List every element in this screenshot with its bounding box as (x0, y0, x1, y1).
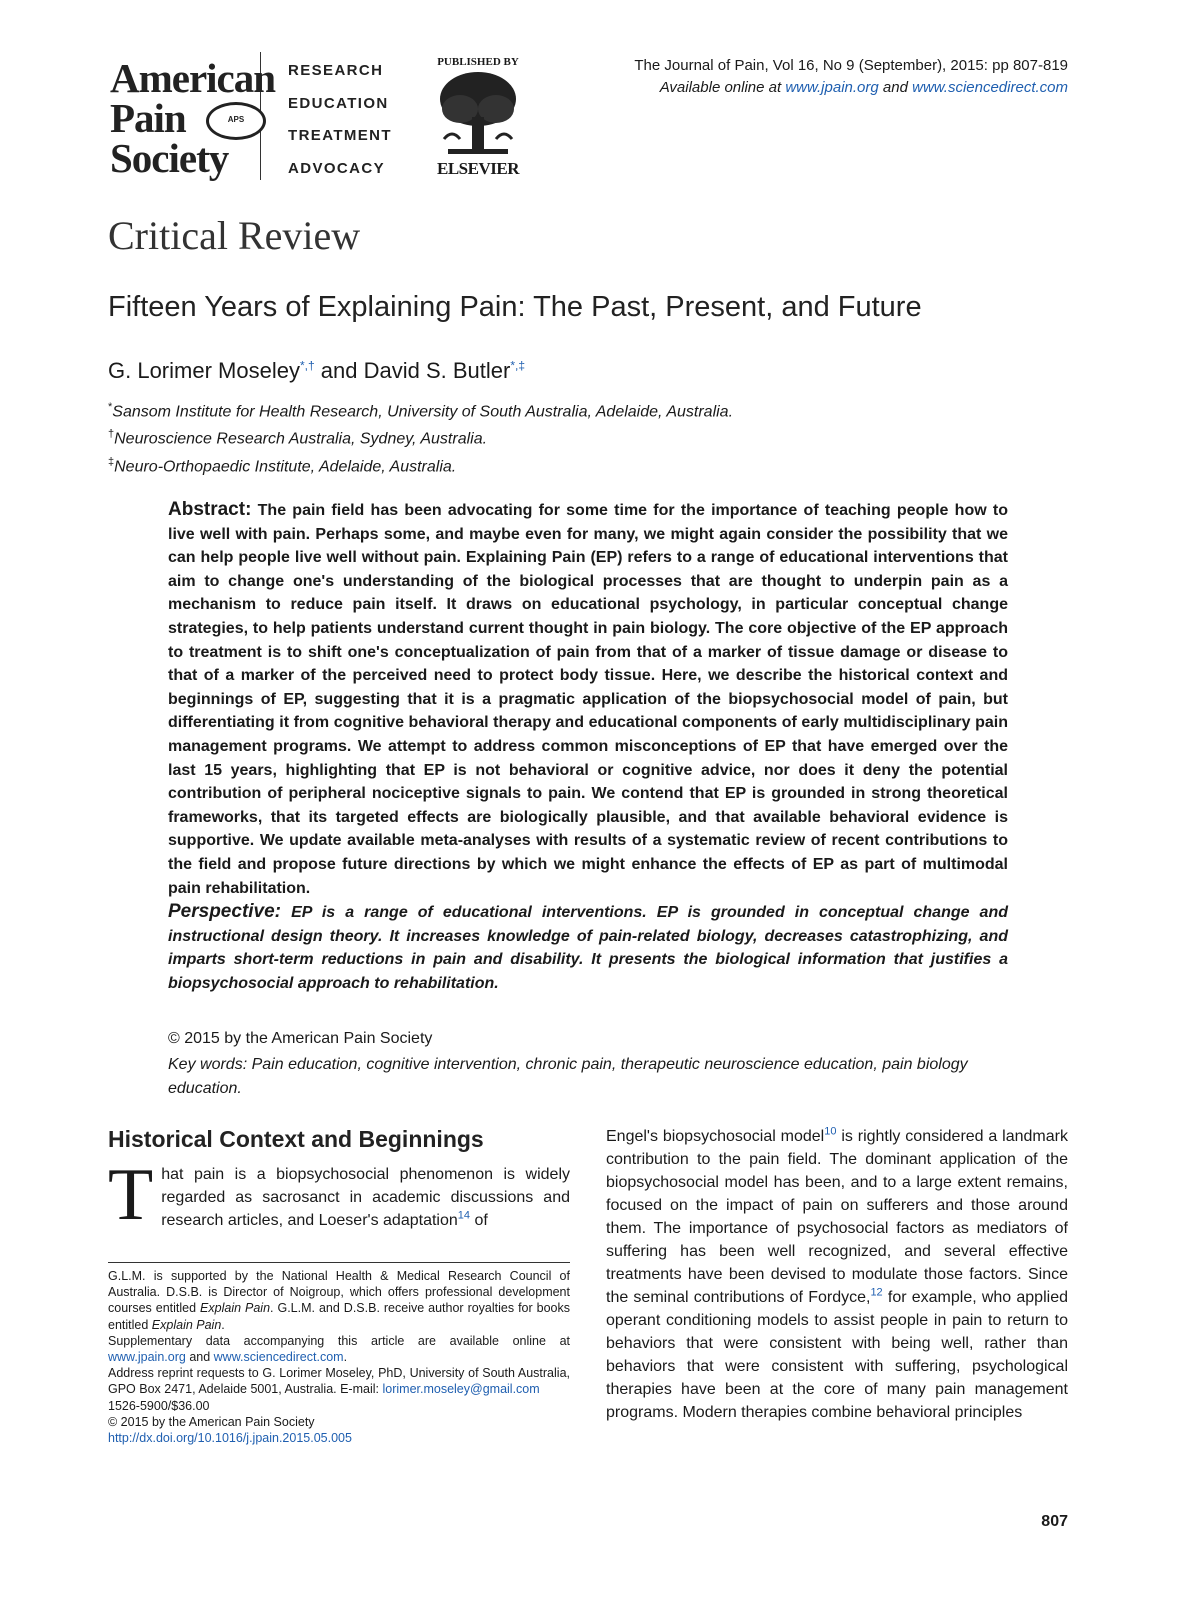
right-text-2: is rightly considered a landmark contribution to the pain field. The dominant application of the biopsychosocial model has been, and to a large extent remains, focused on the impact of pain on sufferers and those around them. The importance of psychosocial factors as mediators of suffering has been well recognized, and several effective treatments have been devised to modulate those factors. Since the seminal contributions of Fordyce, (606, 1128, 1068, 1306)
sciencedirect-link[interactable]: www.sciencedirect.com (912, 79, 1068, 96)
and-word: and (882, 79, 908, 96)
supplementary-note: Supplementary data accompanying this article are available online at www.jpain.org and www.sciencedirect.com. (108, 1333, 570, 1365)
pillar-research: RESEARCH (288, 62, 384, 79)
perspective-label: Perspective: (168, 901, 282, 923)
supp-jpain-link[interactable]: www.jpain.org (108, 1350, 186, 1365)
author-line (108, 358, 525, 384)
abstract (168, 498, 1008, 995)
right-column-paragraph (606, 1125, 1068, 1424)
perspective-paragraph (168, 900, 1008, 995)
available-prefix: Available online at (659, 79, 782, 96)
abstract-paragraph (168, 498, 1008, 900)
footnotes (108, 1268, 570, 1446)
author-1: G. Lorimer Moseley (108, 358, 300, 383)
ref-12-link[interactable]: 12 (870, 1286, 883, 1299)
pillar-advocacy: ADVOCACY (288, 159, 386, 177)
keywords (168, 1053, 1008, 1101)
intro-paragraph (108, 1154, 570, 1236)
intro-text: hat pain is a biopsychosocial phenomenon is widely regarded as sacrosanct in academic discussions and research articles, and Loeser's adaptation (161, 1166, 570, 1229)
author-1-marks: *,† (299, 358, 315, 373)
author-joiner: and (320, 358, 358, 383)
doi-link-line (108, 1430, 570, 1446)
issn-note: 1526-5900/$36.00 (108, 1398, 210, 1413)
aps-seal-icon (206, 102, 266, 140)
society-pillars (288, 62, 392, 192)
right-text-3: for example, who applied operant conditioning models to assist people in pain to return to behaviors that were consistent with being well, rather than behaviors that were consistent with suffering, psychological therapies have been at the core of many pain management programs. Modern therapies combine behavioral principles (606, 1289, 1068, 1421)
ref-14-link[interactable]: 14 (457, 1209, 471, 1222)
elsevier-tree-icon (434, 69, 522, 157)
article-title: Fifteen Years of Explaining Pain: The Past, Present, and Future (108, 291, 922, 323)
keywords-text: Pain education, cognitive intervention, chronic pain, therapeutic neuroscience education, pain biology education. (168, 1056, 968, 1097)
author-2-marks: *,‡ (510, 358, 526, 373)
footnote-copyright: © 2015 by the American Pain Society (108, 1414, 315, 1429)
author-2: David S. Butler (363, 358, 511, 383)
supp-sciencedirect-link[interactable]: www.sciencedirect.com (213, 1350, 344, 1365)
funding-note: G.L.M. is supported by the National Health & Medical Research Council of Australia. D.S.B. is Director of Noigroup, which offers professional development courses entitled Explain Pain. G.L.M. and D.S.B. receive author royalties for books entitled Explain Pain. (108, 1269, 571, 1332)
pillar-treatment: TREATMENT (288, 127, 392, 144)
logo-word-american: American (110, 55, 276, 101)
abstract-text: The pain field has been advocating for some time for the importance of teaching people how to live well with pain. Perhaps some, and maybe even for many, we might again consider the possibility that we can help people live well without pain. Explaining Pain (EP) refers to a range of educational interventions that aim to change one's understanding of the biological processes that are thought to underpin pain as a mechanism to reduce pain itself. It draws on educational psychology, in particular conceptual change strategies, to help patients understand current thought in pain biology. The core objective of the EP approach to treatment is to shift one's conceptualization of pain from that of a marker of tissue damage or disease to that of a marker of the perceived need to protect body tissue. Here, we describe the historical context and beginnings of EP, suggesting that it is a pragmatic application of the biopsychosocial model of pain, but differentiating it from cognitive behavioral therapy and educational components of early multidisciplinary pain management programs. We attempt to address common misconceptions of EP that have emerged over the last 15 years, highlighting that EP is not behavioral or cognitive advice, nor does it deny the potential contribution of peripheral nociceptive signals to pain. We contend that EP is grounded in strong theoretical frameworks, that its targeted effects are biologically plausible, and that available behavioral evidence is supportive. We update available meta-analyses with results of a systematic review of recent contributions to the field and propose future directions by which we might enhance the effects of EP as part of multimodal pain rehabilitation. (168, 502, 1008, 897)
elsevier-logo (432, 56, 524, 178)
email-link[interactable]: lorimer.moseley@gmail.com (382, 1382, 540, 1397)
intro-end: of (474, 1212, 488, 1229)
footnote-divider (108, 1262, 570, 1263)
abstract-label: Abstract: (168, 499, 252, 520)
elsevier-wordmark: ELSEVIER (437, 159, 519, 178)
american-pain-society-logo (110, 52, 276, 181)
section-heading: Historical Context and Beginnings (108, 1126, 484, 1152)
affiliation-3: ‡Neuro-Orthopaedic Institute, Adelaide, Australia. (108, 455, 457, 475)
journal-citation: The Journal of Pain, Vol 16, No 9 (September), 2015: pp 807-819 (634, 57, 1068, 74)
section-label: Critical Review (108, 213, 361, 258)
logo-word-pain: Pain (110, 95, 186, 141)
availability-line (634, 77, 1068, 99)
perspective-text: EP is a range of educational interventions. EP is grounded in conceptual change and instructional design theory. It increases knowledge of pain-related biology, decreases catastrophizing, and imparts short-term reductions in pain and disability. It presents the biological information that justifies a biopsychosocial approach to rehabilitation. (168, 904, 1009, 992)
doi-link[interactable]: http://dx.doi.org/10.1016/j.jpain.2015.05.005 (108, 1431, 352, 1446)
logo-word-society: Society (110, 135, 229, 181)
drop-cap: T (108, 1154, 154, 1236)
pillar-education: EDUCATION (288, 94, 389, 112)
affiliations (108, 396, 733, 478)
right-text-1: Engel's biopsychosocial model (606, 1128, 825, 1145)
jpain-link[interactable]: www.jpain.org (785, 79, 879, 96)
ref-10-link[interactable]: 10 (824, 1125, 837, 1138)
affiliation-1: *Sansom Institute for Health Research, University of South Australia, Adelaide, Australia. (108, 401, 734, 421)
keywords-label: Key words: (168, 1056, 248, 1073)
journal-reference (634, 55, 1068, 99)
affiliation-2: †Neuroscience Research Australia, Sydney, Australia. (108, 428, 488, 448)
page-number: 807 (1041, 1513, 1068, 1530)
published-by-label: PUBLISHED BY (437, 56, 519, 68)
address-note: Address reprint requests to G. Lorimer Moseley, PhD, University of South Australia, GPO Box 2471, Adelaide 5001, Australia. E-mail: lorimer.moseley@gmail.com (108, 1366, 570, 1397)
abstract-copyright: © 2015 by the American Pain Society (168, 1030, 433, 1047)
